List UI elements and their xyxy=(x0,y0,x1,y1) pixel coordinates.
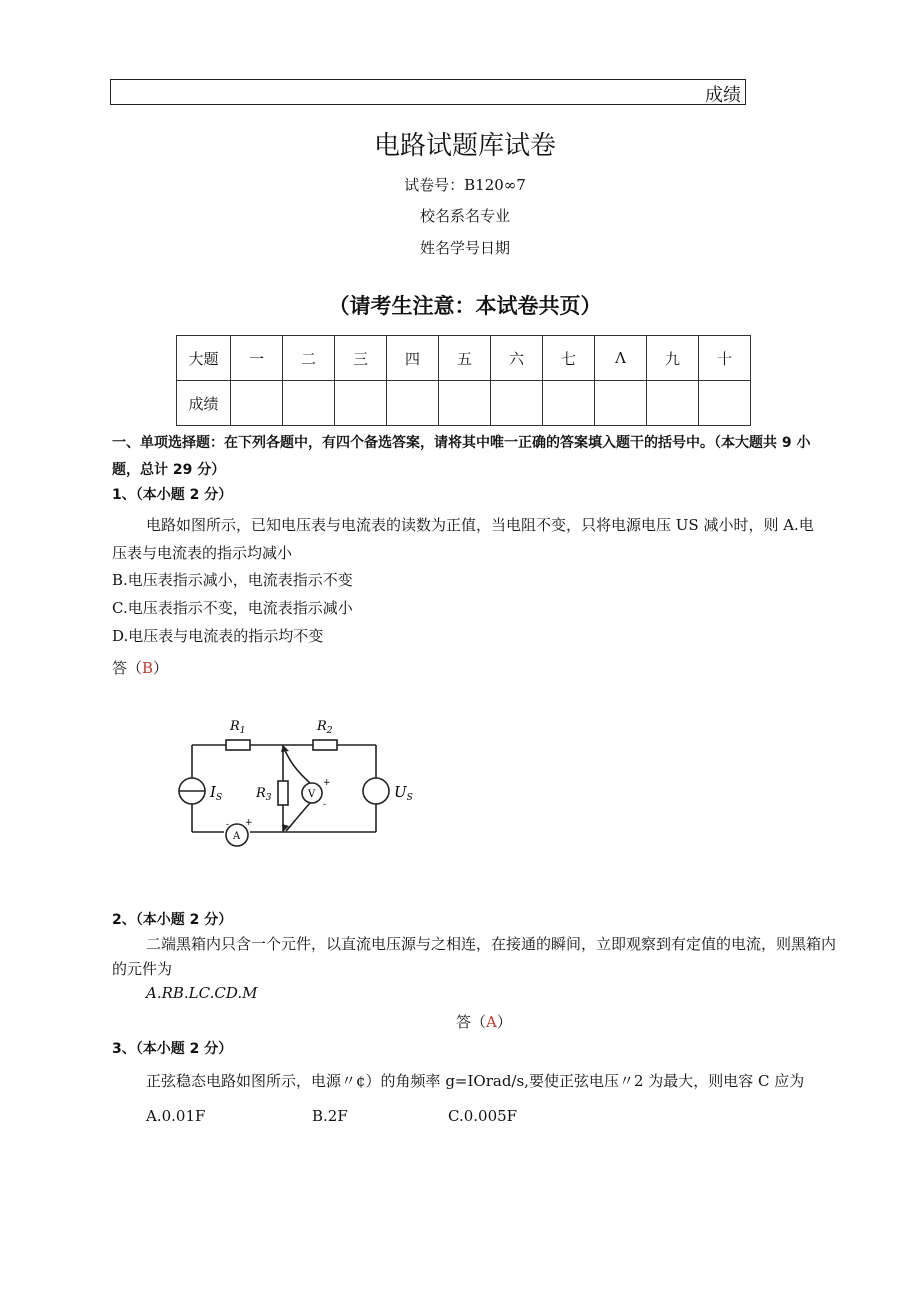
circuit-diagram xyxy=(170,705,420,855)
label-is: $I_S$ xyxy=(210,783,223,803)
q1-stem-line1: 电路如图所示，已知电压表与电流表的读数为正值，当电阻不变，只将电源电压 US 减小时，则 A.电 xyxy=(146,516,814,534)
school-line: 校名系名专业 xyxy=(419,207,510,225)
score-cell xyxy=(231,381,283,426)
q3-heading: 3、（本小题 2 分） xyxy=(112,1041,233,1057)
col-5: 五 xyxy=(439,336,491,381)
col-8: Λ xyxy=(595,336,647,381)
q2-stem-line1: 二端黑箱内只含一个元件，以直流电压源与之相连，在接通的瞬间，立即观察到有定值的电流，则黑箱内 xyxy=(146,935,837,953)
col-3: 三 xyxy=(335,336,387,381)
label-r1: $R_1$ xyxy=(230,719,246,736)
q1-heading: 1、（本小题 2 分） xyxy=(112,487,233,503)
q1-option-d: D.电压表与电流表的指示均不变 xyxy=(112,627,324,645)
score-cell xyxy=(595,381,647,426)
col-2: 二 xyxy=(283,336,335,381)
q2-stem-line2: 的元件为 xyxy=(112,960,173,978)
exam-notice: （请考生注意：本试卷共页） xyxy=(328,294,602,318)
score-box xyxy=(110,79,746,105)
score-cell xyxy=(283,381,335,426)
voltmeter-lead-bottom xyxy=(286,803,310,831)
q1-answer-value: B xyxy=(142,659,154,677)
student-line: 姓名学号日期 xyxy=(419,239,510,257)
score-cell xyxy=(439,381,491,426)
label-r3: $R_3$ xyxy=(256,786,272,803)
q2-answer-value: A xyxy=(486,1013,497,1031)
score-cell xyxy=(491,381,543,426)
q3-option-c: C.0.005F xyxy=(448,1107,518,1125)
q1-answer xyxy=(112,654,168,682)
q2-options: A.RB.LC.CD.M xyxy=(146,984,258,1002)
q3-option-a: A.0.01F xyxy=(146,1107,206,1125)
label-ammeter: A xyxy=(233,831,241,842)
q2-heading: 2、（本小题 2 分） xyxy=(112,912,233,928)
q3-option-b: B.2F xyxy=(312,1107,348,1125)
label-r2: $R_2$ xyxy=(317,719,333,736)
resistor-r3 xyxy=(278,781,288,805)
grade-table-score-row xyxy=(177,381,751,426)
q2-answer-suffix: ） xyxy=(496,1013,512,1031)
score-cell xyxy=(699,381,751,426)
q1-option-b: B.电压表指示减小，电流表指示不变 xyxy=(112,571,353,589)
col-6: 六 xyxy=(491,336,543,381)
score-cell xyxy=(387,381,439,426)
q1-stem-line2: 压表与电流表的指示均减小 xyxy=(112,544,293,562)
voltage-source-us xyxy=(363,778,389,804)
paper-number: 试卷号：B120∞7 xyxy=(404,176,526,194)
label-us: $U_S$ xyxy=(394,783,413,803)
grade-table xyxy=(176,335,751,426)
exam-title: 电路试题库试卷 xyxy=(373,131,556,161)
score-cell xyxy=(543,381,595,426)
ammeter-plus: + xyxy=(245,818,253,828)
voltmeter-lead-top xyxy=(285,751,310,783)
col-4: 四 xyxy=(387,336,439,381)
row-label-questions: 大题 xyxy=(177,336,231,381)
resistor-r1 xyxy=(226,740,250,750)
label-voltmeter: V xyxy=(308,789,316,800)
score-cell xyxy=(647,381,699,426)
col-1: 一 xyxy=(231,336,283,381)
col-9: 九 xyxy=(647,336,699,381)
grade-table-header-row xyxy=(177,336,751,381)
row-label-score: 成绩 xyxy=(177,381,231,426)
q1-answer-prefix: 答（ xyxy=(112,659,143,677)
section-1-title: 一、单项选择题：在下列各题中，有四个备选答案，请将其中唯一正确的答案填入题干的括号中。（本大题共 9 小题，总计 29 分） xyxy=(112,435,811,478)
q1-answer-suffix: ） xyxy=(153,659,169,677)
q2-answer-prefix: 答（ xyxy=(456,1013,487,1031)
score-label: 成绩 xyxy=(705,85,741,106)
resistor-r2 xyxy=(313,740,337,750)
q1-option-c: C.电压表指示不变，电流表指示减小 xyxy=(112,599,353,617)
q2-answer xyxy=(456,1008,512,1036)
ammeter-minus: - xyxy=(226,820,230,830)
col-10: 十 xyxy=(699,336,751,381)
col-7: 七 xyxy=(543,336,595,381)
score-cell xyxy=(335,381,387,426)
q3-stem: 正弦稳态电路如图所示，电源〃¢）的角频率 g=IOrad∕s,要使正弦电压〃2 为最大，则电容 C 应为 xyxy=(146,1072,805,1090)
voltmeter-plus: + xyxy=(323,778,331,788)
voltmeter-minus: - xyxy=(323,800,327,810)
